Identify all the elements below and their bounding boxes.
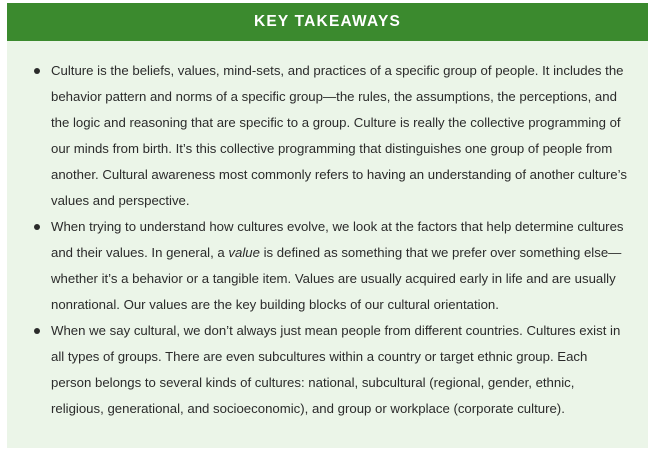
takeaways-list <box>7 41 648 422</box>
list-item <box>31 214 630 318</box>
bullet-icon <box>34 328 40 334</box>
takeaway-text: Culture is the beliefs, values, mind-sets, and practices of a specific group of people. It includes the behavior pattern and norms of a specific group—the rules, the assumptions, the perceptions, and the logic and reasoning that are specific to a group. Culture is really the collective programming of our minds from birth. It’s this collective programming that distinguishes one group of people from another. Cultural awareness most commonly refers to having an understanding of another culture’s values and perspective. <box>51 63 627 208</box>
bullet-icon <box>34 224 40 230</box>
takeaway-text: When we say cultural, we don’t always just mean people from different countries. Cultures exist in all types of groups. There are even subcultures within a country or target ethnic group. Each person belongs to several kinds of cultures: national, subcultural (regional, gender, ethnic, religious, generational, and socioeconomic), and group or workplace (corporate culture). <box>51 323 621 416</box>
emphasized-term: value <box>228 245 260 260</box>
takeaway-text-before: When trying to understand how cultures evolve, we look at the factors that help determine cultures and their values. In general, a <box>51 219 624 260</box>
takeaway-text-after: is defined as something that we prefer over something else—whether it’s a behavior or a tangible item. Values are usually acquired early in life and are usually nonrational. Our values are the key building blocks of our cultural orientation. <box>51 245 622 312</box>
list-item <box>31 58 630 214</box>
key-takeaways-header: KEY TAKEAWAYS <box>7 3 648 41</box>
bullet-icon <box>34 68 40 74</box>
key-takeaways-box <box>7 3 648 448</box>
list-item <box>31 318 630 422</box>
